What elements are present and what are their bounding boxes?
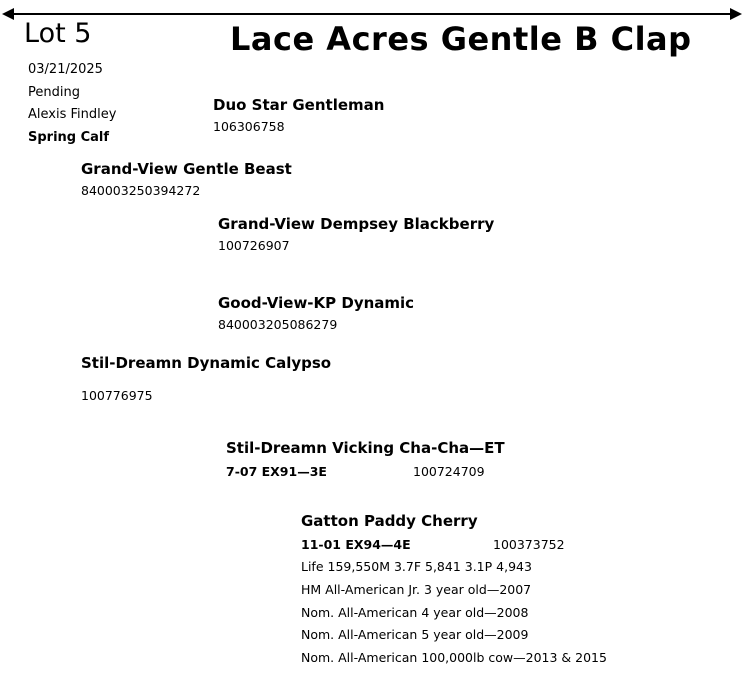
- sire-sire-reg: 840003250394272: [81, 183, 201, 198]
- sire-name: Duo Star Gentleman: [213, 96, 385, 114]
- dam-sire-name: Good-View-KP Dynamic: [218, 294, 415, 312]
- granddam-name: Stil-Dreamn Vicking Cha-Cha—ET: [226, 439, 505, 457]
- dam-name: Stil-Dreamn Dynamic Calypso: [81, 354, 332, 372]
- sire-sire-name: Grand-View Gentle Beast: [81, 160, 292, 178]
- great-granddam-name: Gatton Paddy Cherry: [301, 512, 478, 530]
- arrow-left-icon: [2, 8, 14, 20]
- top-divider: [12, 13, 734, 15]
- arrow-right-icon: [730, 8, 742, 20]
- owner-name: Alexis Findley: [28, 107, 117, 122]
- granddam-reg: 100724709: [413, 464, 485, 479]
- sire-dam-reg: 100726907: [218, 238, 290, 253]
- class-label: Spring Calf: [28, 130, 110, 145]
- animal-title: Lace Acres Gentle B Clap: [230, 20, 692, 58]
- dam-sire-reg: 840003205086279: [218, 317, 338, 332]
- honor-item: Nom. All-American 100,000lb cow—2013 & 2015: [301, 650, 607, 665]
- sire-reg: 106306758: [213, 119, 285, 134]
- lot-number: Lot 5: [24, 18, 92, 49]
- honor-item: Nom. All-American 4 year old—2008: [301, 605, 529, 620]
- honor-item: Nom. All-American 5 year old—2009: [301, 627, 529, 642]
- great-granddam-record: 11-01 EX94—4E: [301, 537, 411, 552]
- honor-item: HM All-American Jr. 3 year old—2007: [301, 582, 532, 597]
- great-granddam-reg: 100373752: [493, 537, 565, 552]
- dam-reg: 100776975: [81, 388, 153, 403]
- sale-date: 03/21/2025: [28, 62, 103, 77]
- lifetime-record: Life 159,550M 3.7F 5,841 3.1P 4,943: [301, 559, 532, 574]
- sire-dam-name: Grand-View Dempsey Blackberry: [218, 215, 495, 233]
- status-text: Pending: [28, 85, 80, 100]
- granddam-record: 7-07 EX91—3E: [226, 464, 327, 479]
